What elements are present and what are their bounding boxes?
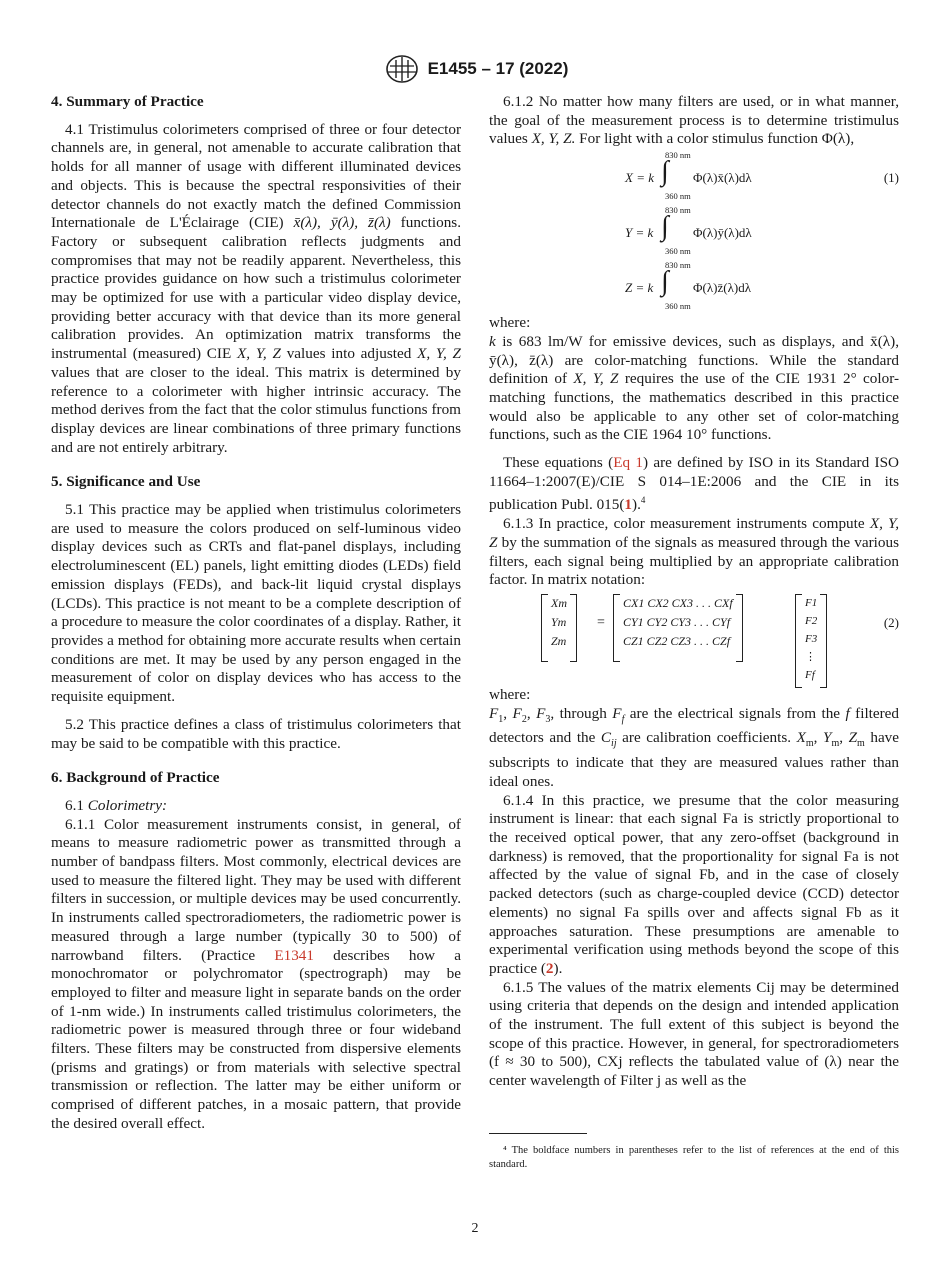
para-4-1: 4.1 Tristimulus colorimeters comprised of three or four detector channels are, in general, not amenable to accurate calibration that holds for all manner of usage with different illuminated devices and objects. This is because the spectral responsivities of their detector channels do not exactly match the defined Commission Internationale de L'Éclairage (CIE) x̄(λ), ȳ(λ), z̄(λ) functions. Factory or subsequent calibration reflects judgments and compromises that may not be readily apparent. Nevertheless, this practice provides guidance on how such a tristimulus colorimeter may be optimized for use with a particular video display device, providing better accuracy with that device than its more general calibration provides. An optimization matrix transforms the instrumental (measured) CIE X, Y, Z values into adjusted X, Y, Z values that are closer to the ideal. This matrix is determined by reference to a colorimeter with higher intrinsic accuracy. The method derives from the fact that the color stimulus functions from display devices are linear combinations of three primary functions and are not entirely arbitrary. xyxy=(51,120,461,456)
para-6-1: 6.1 Colorimetry: xyxy=(65,796,168,814)
equation-x: 830 nm ∫ 360 nm X = k Φ(λ)x̄(λ)dλ (1) xyxy=(625,150,899,202)
para-5-2: 5.2 This practice defines a class of tristimulus colorimeters that may be said to be compatible with this practice. xyxy=(51,715,461,752)
k-definition: k is 683 lm/W for emissive devices, such as displays, and x̄(λ), ȳ(λ), z̄(λ) are color-matching functions. While the standard definition of X, Y, Z requires the use of the CIE 1931 2° color-matching functions, the mathematics described in this practice would also be applicable to any other set of color-matching functions, such as the CIE 1964 10° functions. xyxy=(489,332,900,444)
equation-z: 830 nm ∫ 360 nm Z = k Φ(λ)z̄(λ)dλ xyxy=(625,260,751,312)
para-equations-iso: These equations (Eq 1) are defined by ISO in its Standard ISO 11664–1:2007(E)/CIE S 014–1E:2006 and the CIE in its publication Publ. 015(1).$^4$ xyxy=(489,454,900,514)
eq1-link[interactable]: Eq 1 xyxy=(613,454,643,472)
equation-y: 830 nm ∫ 360 nm Y = k Φ(λ)ȳ(λ)dλ xyxy=(625,205,752,257)
para-6-1-4: 6.1.4 In this practice, we presume that the color measuring instrument is linear: that each signal Fa is strictly proportional to the received optical power, that any zero-offset (background in darkness) is removed, that the proportionality for signal Fa is not affected by the value of signal Fb, and in the case of closely packed detectors (such as charge-coupled device (CCD) detector elements) no signal Fa spills over and affects signal Fb as it approaches saturation. These presumptions are amenable to experimental verification using methods beyond the scope of this practice (2). xyxy=(489,791,899,977)
matrix-coefficients: CX1 CX2 CX3 . . . CXf CY1 CY2 CY3 . . . CYf CZ1 CZ2 CZ3 . . . CZf xyxy=(613,594,743,651)
equation-number-2: (2) xyxy=(883,615,899,631)
para-5-1: 5.1 This practice may be applied when tristimulus colorimeters are used to measure the colors produced on self-luminous video display devices such as CRTs and flat-panel displays, including electroluminescent (EL) panels, light emitting diodes (LEDs) field emission displays (FEDs), and back-lit liquid crystal displays (LCDs). This practice is not meant to be a complete description of a procedure to measure the color coordinates of a display. Rather, it provides a method for obtaining more accurate results when certain conditions are met. It may be used by any person engaged in the measurement of color on display devices who has access to the requisite equipment. xyxy=(51,501,461,706)
para-6-1-1: 6.1.1 Color measurement instruments consist, in general, of means to measure radiometric power as transmitted through a number of bandpass filters. Most commonly, electrical devices are used to measure the filtered light. They may be used with different filters in succession, or multiple devices may be used concurrently. In instruments called spectroradiometers, the radiometric power is measured through a large number (typically 30 to 500) of narrowband filters. (Practice E1341 describes how a monochromator or polychromator (spectrograph) may be employed to filter and measure light in separate bands on the order of 1-nm wide.) In instruments called tristimulus colorimeters, the radiometric power is measured through three or four wideband filters. These filters may be constructed from dispersive elements (prisms and gratings) or from materials with selective spectral transmission or reflection. The latter may be either uniform or comprised of different patches, in a mosaic pattern, that provide the desired overall effect. xyxy=(51,815,461,1132)
e1341-link[interactable]: E1341 xyxy=(274,946,314,964)
matrix-signals: F1 F2 F3 ⋮ Ff xyxy=(795,594,827,684)
equation-matrix: Xm Ym Zm = CX1 CX2 CX3 . . . CXf CY1 CY2 CY3 . . . CYf CZ1 CZ2 CZ3 . . . CZf F1 F2 F3 ⋮ Ff (2) xyxy=(489,590,899,686)
section-4-title: 4. Summary of Practice xyxy=(51,93,204,110)
para-6-1-3: 6.1.3 In practice, color measurement instruments compute X, Y, Z by the summation of the signals as measured through the various filters, each signal being multiplied by an appropriate calibration factor. In matrix notation: xyxy=(489,515,899,589)
footnote-rule xyxy=(489,1133,587,1134)
ref-2-link[interactable]: 2 xyxy=(545,959,554,977)
left-column xyxy=(51,93,461,1134)
where-label-2: where: xyxy=(489,686,531,704)
standard-code: E1455 – 17 (2022) xyxy=(427,59,569,78)
para-6-1-2: 6.1.2 No matter how many filters are used, or in what manner, the goal of the measurement process is to determine tristimulus values X, Y, Z. For light with a color stimulus function Φ(λ), xyxy=(489,93,899,148)
f-definition: $F_1$, $F_2$, $F_3$, through $F_f$ are the electrical signals from the f filtered detectors and the $C_{ij}$ are calibration coefficients. $X_m$, $Y_m$, $Z_m$ have subscripts to indicate that they are measured values rather than ideal ones. xyxy=(489,704,900,790)
astm-logo-icon xyxy=(382,54,422,84)
section-6-title: 6. Background of Practice xyxy=(51,769,220,787)
section-5-title: 5. Significance and Use xyxy=(51,473,201,491)
equation-number-1: (1) xyxy=(883,170,899,186)
para-6-1-5: 6.1.5 The values of the matrix elements Cij may be determined using criteria that depends on the design and intended application of the instrument. The full extent of this subject is beyond the scope of this practice. However, in general, for spectroradiometers (f ≈ 30 to 500), CXj reflects the tabulated value of (λ) near the center wavelength of Filter j as well as the xyxy=(489,978,899,1090)
right-column xyxy=(489,93,899,1172)
matrix-lhs: Xm Ym Zm xyxy=(541,594,577,651)
footnote-4: ⁴ The boldface numbers in parentheses refer to the list of references at the end of this standard. xyxy=(489,1144,899,1170)
page-number: 2 xyxy=(471,1221,479,1236)
ref-1-link[interactable]: 1 xyxy=(624,496,633,514)
page-header xyxy=(0,52,950,86)
where-label-1: where: xyxy=(489,314,531,332)
